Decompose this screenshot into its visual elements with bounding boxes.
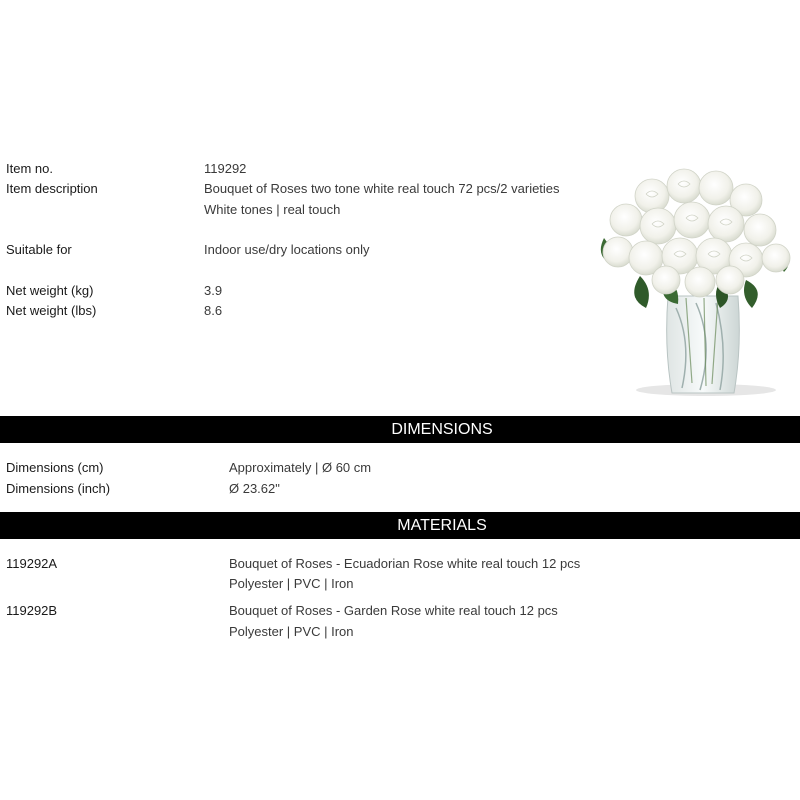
dimensions-header: DIMENSIONS <box>391 421 493 438</box>
dimensions-header-bar <box>0 416 800 443</box>
item-description-line1: Bouquet of Roses two tone white real touch 72 pcs/2 varieties <box>204 181 560 196</box>
material-line1: Bouquet of Roses - Ecuadorian Rose white real touch 12 pcs <box>229 556 581 571</box>
item-no-label: Item no. <box>6 161 53 176</box>
net-weight-lbs-value: 8.6 <box>204 303 223 318</box>
material-line2: Polyester | PVC | Iron <box>229 576 354 591</box>
dimensions-cm-label: Dimensions (cm) <box>6 460 104 475</box>
item-description-line2: White tones | real touch <box>204 202 341 217</box>
item-description-label: Item description <box>6 181 98 196</box>
net-weight-kg-value: 3.9 <box>204 283 223 298</box>
net-weight-kg-label: Net weight (kg) <box>6 283 94 298</box>
net-weight-lbs-label: Net weight (lbs) <box>6 303 97 318</box>
material-line2: Polyester | PVC | Iron <box>229 624 354 639</box>
dimensions-inch-label: Dimensions (inch) <box>6 481 111 496</box>
materials-header: MATERIALS <box>397 517 487 534</box>
suitable-for-value: Indoor use/dry locations only <box>204 242 370 257</box>
dimensions-cm-value: Approximately | Ø 60 cm <box>229 460 372 475</box>
suitable-for-label: Suitable for <box>6 242 72 257</box>
item-no-value: 119292 <box>204 161 247 176</box>
product-image <box>596 158 796 403</box>
material-line1: Bouquet of Roses - Garden Rose white real touch 12 pcs <box>229 603 558 618</box>
materials-header-bar <box>0 512 800 539</box>
material-code: 119292B <box>6 603 58 618</box>
dimensions-inch-value: Ø 23.62" <box>229 481 280 496</box>
material-code: 119292A <box>6 556 58 571</box>
